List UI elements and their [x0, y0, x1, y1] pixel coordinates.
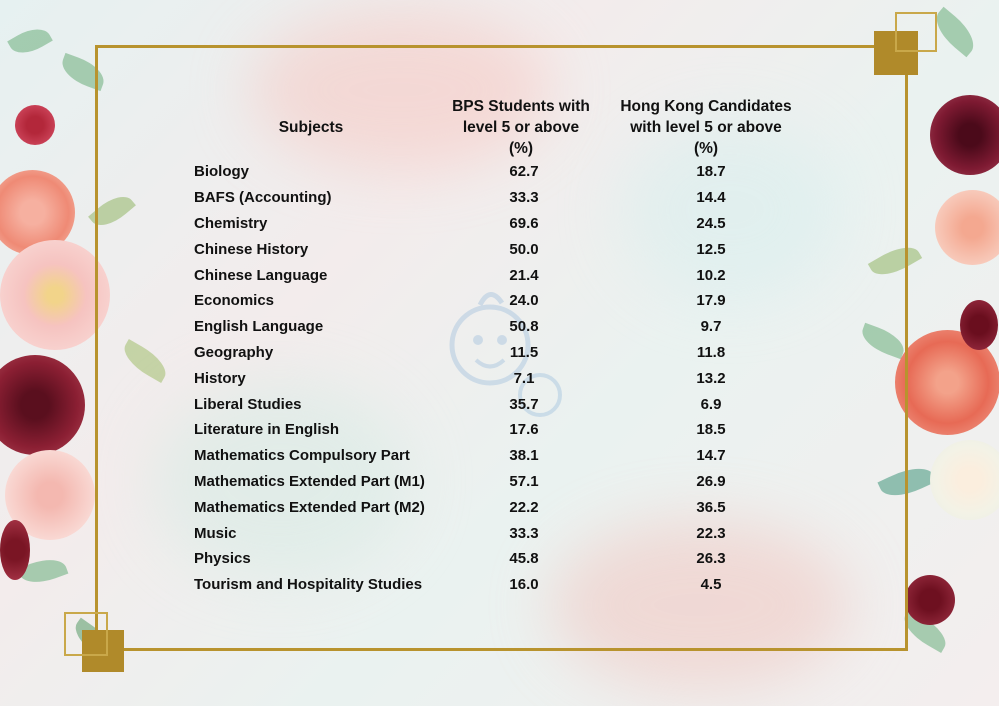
- frame-corner-outline-bottom-left: [64, 612, 108, 656]
- bps-value-cell: 33.3: [509, 189, 539, 207]
- bps-value-cell: 33.3: [509, 524, 539, 542]
- bps-value-cell: 22.2: [509, 498, 539, 516]
- bps-value-cell: 45.8: [509, 550, 539, 568]
- subject-cell: Mathematics Extended Part (M1): [194, 472, 425, 490]
- subject-cell: Tourism and Hospitality Studies: [194, 576, 423, 594]
- table-row: [186, 185, 806, 211]
- table-row: [186, 262, 806, 288]
- subject-cell: Chemistry: [194, 214, 268, 232]
- bps-value-cell: 21.4: [509, 266, 539, 284]
- bps-value-cell: 11.5: [509, 343, 539, 361]
- table-row: [186, 520, 806, 546]
- hk-value-cell: 22.3: [696, 524, 726, 542]
- results-table: [186, 96, 806, 598]
- hk-value-cell: 14.7: [696, 447, 726, 465]
- bps-value-cell: 16.0: [509, 576, 539, 594]
- hk-value-cell: 24.5: [696, 214, 726, 232]
- bps-value-cell: 7.1: [513, 369, 535, 387]
- table-row: [186, 314, 806, 340]
- table-row: [186, 211, 806, 237]
- hk-value-cell: 17.9: [696, 292, 726, 310]
- table-row: [186, 417, 806, 443]
- subject-cell: Music: [194, 524, 237, 542]
- table-row: [186, 365, 806, 391]
- table-row: [186, 494, 806, 520]
- hk-value-cell: 10.2: [696, 266, 726, 284]
- hk-value-cell: 11.8: [696, 343, 726, 361]
- rose-flower: [930, 440, 999, 520]
- rose-flower: [0, 240, 110, 350]
- bps-value-cell: 50.0: [509, 240, 539, 258]
- table-row: [186, 469, 806, 495]
- rose-flower: [0, 355, 85, 455]
- bps-value-cell: 69.6: [509, 214, 539, 232]
- frame-corner-outline-top-right: [895, 12, 937, 52]
- bps-value-cell: 35.7: [509, 395, 539, 413]
- table-row: [186, 236, 806, 262]
- hk-value-cell: 18.7: [696, 163, 726, 181]
- hk-value-cell: 4.5: [700, 576, 722, 594]
- hk-value-cell: 9.7: [700, 318, 722, 336]
- subject-cell: English Language: [194, 318, 324, 336]
- table-header-row: [186, 96, 806, 159]
- bps-value-cell: 50.8: [509, 318, 539, 336]
- table-row: [186, 443, 806, 469]
- subject-cell: BAFS (Accounting): [194, 189, 332, 207]
- header-hk: Hong Kong Candidates with level 5 or above (%): [620, 98, 792, 157]
- bps-value-cell: 62.7: [509, 163, 539, 181]
- subject-cell: Liberal Studies: [194, 395, 302, 413]
- table-row: [186, 288, 806, 314]
- subject-cell: Mathematics Extended Part (M2): [194, 498, 425, 516]
- rose-flower: [930, 95, 999, 175]
- table-row: [186, 159, 806, 185]
- subject-cell: Chinese History: [194, 240, 309, 258]
- hk-value-cell: 14.4: [696, 189, 726, 207]
- rose-flower: [0, 520, 30, 580]
- subject-cell: Biology: [194, 163, 249, 181]
- hk-value-cell: 26.3: [696, 550, 726, 568]
- rose-flower: [15, 105, 55, 145]
- rose-flower: [960, 300, 998, 350]
- rose-flower: [935, 190, 999, 265]
- table-row: [186, 572, 806, 598]
- bps-value-cell: 57.1: [509, 472, 539, 490]
- subject-cell: Chinese Language: [194, 266, 328, 284]
- header-subjects: Subjects: [278, 119, 344, 136]
- table-row: [186, 391, 806, 417]
- bps-value-cell: 38.1: [509, 447, 539, 465]
- subject-cell: Mathematics Compulsory Part: [194, 447, 410, 465]
- subject-cell: History: [194, 369, 246, 387]
- subject-cell: Literature in English: [194, 421, 340, 439]
- hk-value-cell: 36.5: [696, 498, 726, 516]
- bps-value-cell: 17.6: [509, 421, 539, 439]
- subject-cell: Physics: [194, 550, 251, 568]
- hk-value-cell: 18.5: [696, 421, 726, 439]
- bps-value-cell: 24.0: [509, 292, 539, 310]
- header-bps: BPS Students with level 5 or above (%): [452, 98, 590, 157]
- rose-flower: [905, 575, 955, 625]
- subject-cell: Economics: [194, 292, 275, 310]
- table-row: [186, 546, 806, 572]
- hk-value-cell: 13.2: [696, 369, 726, 387]
- hk-value-cell: 12.5: [696, 240, 726, 258]
- subject-cell: Geography: [194, 343, 274, 361]
- hk-value-cell: 6.9: [700, 395, 722, 413]
- hk-value-cell: 26.9: [696, 472, 726, 490]
- table-row: [186, 340, 806, 366]
